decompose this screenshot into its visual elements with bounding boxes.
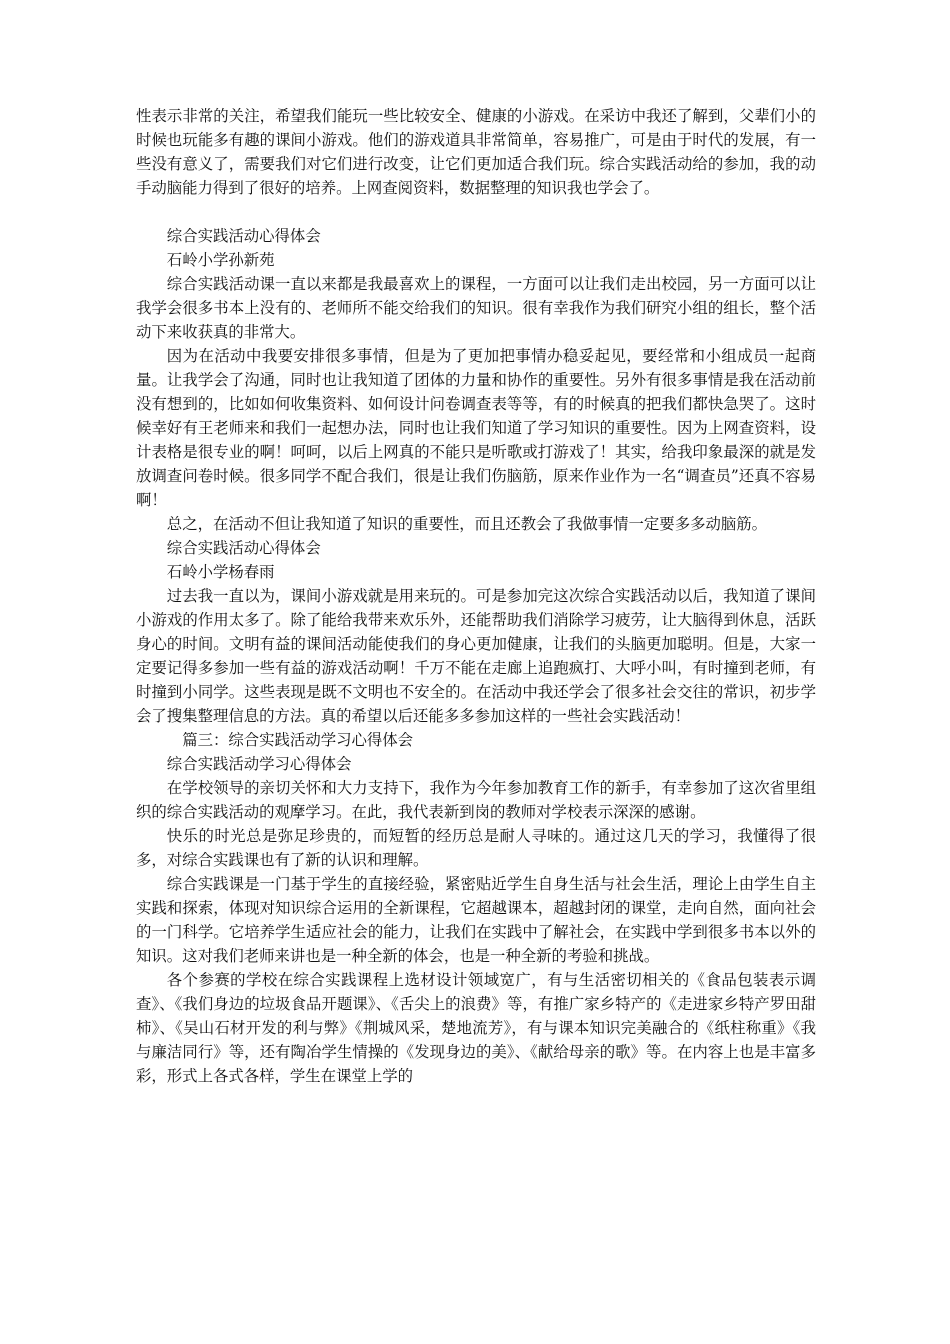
section3-paragraph: 各个参赛的学校在综合实践课程上选材设计领域宽广，有与生活密切相关的《食品包装表示调查》、《我们身边的垃圾食品开题课》、《舌尖上的浪费》等，有推广家乡特产的《走进家乡特产罗田甜柿》、《吴山石材开发的利与弊》《荆城风采，楚地流芳》，有与课本知识完美融合的《纸柱称重》《我与廉洁同行》等，还有陶冶学生情操的《发现身边的美》、《献给母亲的歌》等。在内容上也是丰富多彩，形式上各式各样，学生在课堂上学的 [136,971,816,1085]
essay2-title: 综合实践活动心得体会 [166,539,321,557]
essay1-author: 石岭小学孙新苑 [166,251,275,269]
intro-paragraph: 性表示非常的关注，希望我们能玩一些比较安全、健康的小游戏。在采访中我还了解到，父辈们小的时候也玩能多有趣的课间小游戏。他们的游戏道具非常简单，容易推广，可是由于时代的发展，有一些没有意义了，需要我们对它们进行改变，让它们更加适合我们玩。综合实践活动给的参加，我的动手动脑能力得到了很好的培养。上网查阅资料，数据整理的知识我也学会了。 [136,107,816,197]
essay1-paragraph: 综合实践活动课一直以来都是我最喜欢上的课程，一方面可以让我们走出校园，另一方面可以让我学会很多书本上没有的、老师所不能交给我们的知识。很有幸我作为我们研究小组的组长，整个活动下来收获真的非常大。 [136,275,816,341]
essay1-paragraph: 总之，在活动不但让我知道了知识的重要性，而且还教会了我做事情一定要多多动脑筋。 [166,515,768,533]
essay1-title: 综合实践活动心得体会 [166,227,321,245]
section3-title: 综合实践活动学习心得体会 [166,755,352,773]
essay2-author: 石岭小学杨春雨 [166,563,275,581]
section3-heading: 篇三：综合实践活动学习心得体会 [182,731,414,749]
section3-paragraph: 综合实践课是一门基于学生的直接经验，紧密贴近学生自身生活与社会生活，理论上由学生自主实践和探索，体现对知识综合运用的全新课程，它超越课本，超越封闭的课堂，走向自然，面向社会的一门科学。它培养学生适应社会的能力，让我们在实践中了解社会，在实践中学到很多书本以外的知识。这对我们老师来讲也是一种全新的体会，也是一种全新的考验和挑战。 [136,875,816,965]
document-page [136,104,816,1088]
essay1-paragraph: 因为在活动中我要安排很多事情，但是为了更加把事情办稳妥起见，要经常和小组成员一起商量。让我学会了沟通，同时也让我知道了团体的力量和协作的重要性。另外有很多事情是我在活动前没有想到的，比如如何收集资料、如何设计问卷调查表等等，有的时候真的把我们都快急哭了。这时候幸好有王老师来和我们一起想办法，同时也让我们知道了学习知识的重要性。因为上网查资料，设计表格是很专业的啊！呵呵，以后上网真的不能只是听歌或打游戏了！其实，给我印象最深的就是发放调查问卷时候。很多同学不配合我们，很是让我们伤脑筋，原来作业作为一名“调查员”还真不容易啊！ [136,347,816,509]
section3-paragraph: 快乐的时光总是弥足珍贵的，而短暂的经历总是耐人寻味的。通过这几天的学习，我懂得了很多，对综合实践课也有了新的认识和理解。 [136,827,816,869]
essay2-paragraph: 过去我一直以为，课间小游戏就是用来玩的。可是参加完这次综合实践活动以后，我知道了课间小游戏的作用太多了。除了能给我带来欢乐外，还能帮助我们消除学习疲劳，让大脑得到休息，活跃身心的时间。文明有益的课间活动能使我们的身心更加健康，让我们的头脑更加聪明。但是，大家一定要记得多参加一些有益的游戏活动啊！千万不能在走廊上追跑疯打、大呼小叫，有时撞到老师，有时撞到小同学。这些表现是既不文明也不安全的。在活动中我还学会了很多社会交往的常识，初步学会了搜集整理信息的方法。真的希望以后还能多多参加这样的一些社会实践活动！ [136,587,816,725]
section3-paragraph: 在学校领导的亲切关怀和大力支持下，我作为今年参加教育工作的新手，有幸参加了这次省里组织的综合实践活动的观摩学习。在此，我代表新到岗的教师对学校表示深深的感谢。 [136,779,816,821]
